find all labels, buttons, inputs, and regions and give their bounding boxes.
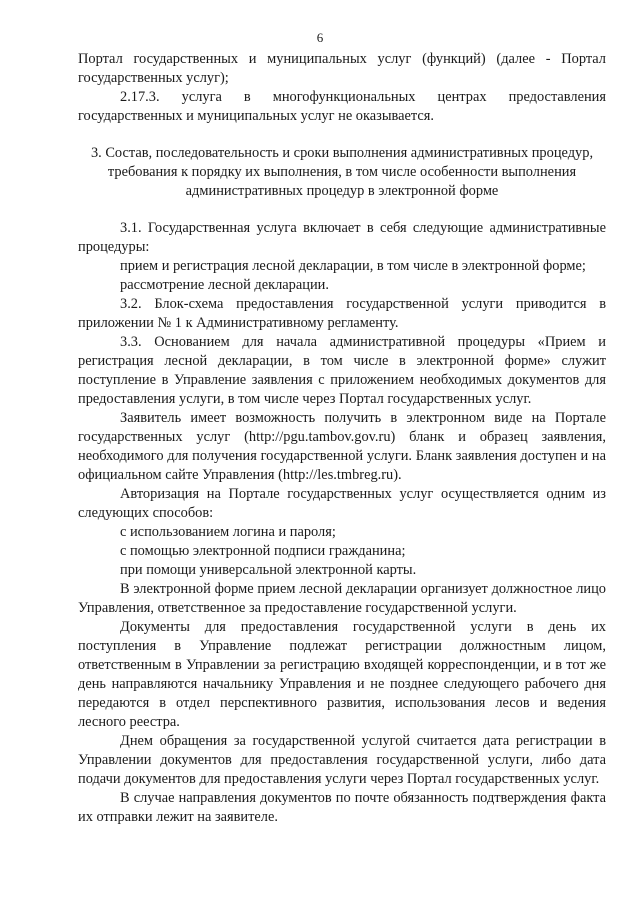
paragraph: Портал государственных и муниципальных услуг (функций) (далее - Портал государственных услуг);: [78, 51, 606, 86]
paragraph: В случае направления документов по почте обязанность подтверждения факта их отправки лежит на заявителе.: [78, 790, 606, 825]
list-item: при помощи универсальной электронной карты.: [120, 562, 417, 578]
paragraph: 3.3. Основанием для начала административной процедуры «Прием и регистрация лесной декларации, в том числе в электронной форме» служит поступление в Управление заявления с приложением необходимых документов для предоставления услуги, в том числе через Портал государственных услуг.: [78, 334, 606, 407]
paragraph: В электронной форме прием лесной декларации организует должностное лицо Управления, ответственное за предоставление государственной услуги.: [78, 581, 606, 616]
paragraph: 2.17.3. услуга в многофункциональных центрах предоставления государственных и муниципальных услуг не оказывается.: [78, 89, 606, 124]
paragraph: Днем обращения за государственной услугой считается дата регистрации в Управлении документов для предоставления государственной услуги, либо дата подачи документов для предоставления услуги через Портал государственных услуг.: [78, 733, 606, 787]
list-item: прием и регистрация лесной декларации, в том числе в электронной форме;: [120, 258, 586, 274]
list-item: рассмотрение лесной декларации.: [120, 277, 329, 293]
page-number: 6: [316, 30, 324, 45]
list-item: с использованием логина и пароля;: [120, 524, 336, 540]
paragraph: Авторизация на Портале государственных услуг осуществляется одним из следующих способов:: [78, 486, 606, 521]
paragraph: 3.1. Государственная услуга включает в себя следующие административные процедуры:: [78, 220, 606, 255]
paragraph: Документы для предоставления государственной услуги в день их поступления в Управление подлежат регистрации должностным лицом, ответственным в Управлении за регистрацию входящей корреспонденции, и в тот же день направляются начальнику Управления и не позднее следующего рабочего дня передаются в отдел перспективного развития, использования лесов и ведения лесного реестра.: [78, 619, 606, 730]
section-heading: 3. Состав, последовательность и сроки выполнения административных процедур, требования к порядку их выполнения, в том числе особенности выполнения административных процедур в электронной форме: [90, 145, 594, 199]
paragraph: 3.2. Блок-схема предоставления государственной услуги приводится в приложении № 1 к Административному регламенту.: [78, 296, 606, 331]
list-item: с помощью электронной подписи гражданина;: [120, 543, 406, 559]
document-body: [78, 50, 606, 827]
paragraph: Заявитель имеет возможность получить в электронном виде на Портале государственных услуг (http://pgu.tambov.gov.ru) бланк и образец заявления, необходимого для получения государственной услуги. Бланк заявления доступен и на официальном сайте Управления (http://les.tmbreg.ru).: [78, 410, 606, 483]
